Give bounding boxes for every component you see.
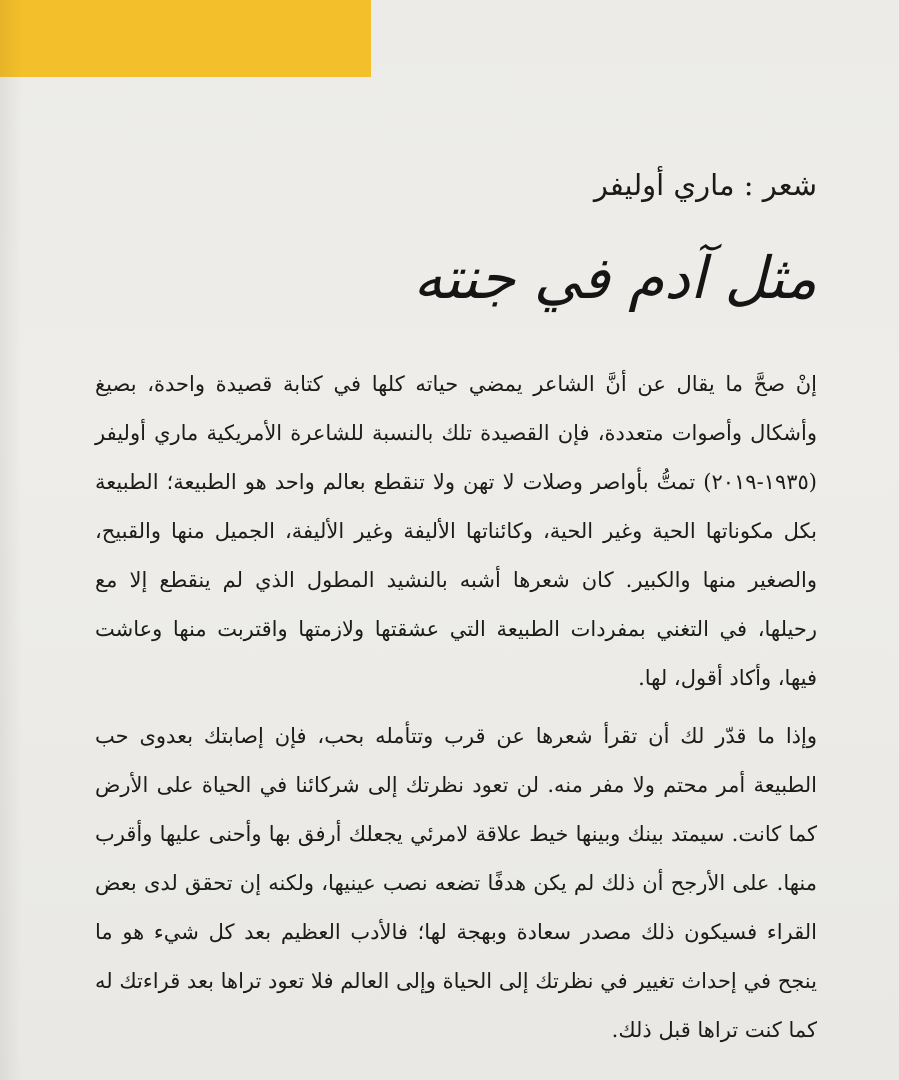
poet-byline: شعر : ماري أوليفر xyxy=(593,168,817,202)
article-title: مثل آدم في جنته xyxy=(413,244,817,312)
yellow-page-tab xyxy=(0,0,371,77)
body-paragraph-1: إنْ صحَّ ما يقال عن أنَّ الشاعر يمضي حياته كلها في كتابة قصيدة واحدة، بصيغ وأشكال وأصوات متعددة، فإن القصيدة تلك بالنسبة للشاعرة الأمريكية ماري أوليفر (١٩٣٥-٢٠١٩) تمتُّ بأواصر وصلات لا تهن ولا تنقطع بعالم واحد هو الطبيعة؛ الطبيعة بكل مكوناتها الحية وغير الحية، وكائناتها الأليفة وغير الأليفة، الجميل منها والقبيح، والصغير منها والكبير. كان شعرها أشبه بالنشيد المطول الذي لم ينقطع إلا مع رحيلها، في التغني بمفردات الطبيعة التي عشقتها ولازمتها واقتربت منها وعاشت فيها، وأكاد أقول، لها. xyxy=(95,372,817,690)
body-paragraph-2: وإذا ما قدّر لك أن تقرأ شعرها عن قرب وتتأمله بحب، فإن إصابتك بعدوى حب الطبيعة أمر محتم ولا مفر منه. لن تعود نظرتك إلى شركائنا في الحياة على الأرض كما كانت. سيمتد بينك وبينها خيط علاقة لامرئي يجعلك أرفق بها وأحنى عليها وأقرب منها. على الأرجح أن ذلك لم يكن هدفًا تضعه نصب عينيها، ولكنه إن تحقق لدى بعض القراء فسيكون ذلك مصدر سعادة وبهجة لها؛ فالأدب العظيم بعد كل شيء هو ما ينجح في إحداث تغيير في نظرتك إلى الحياة وإلى العالم فلا تعود تراها بعد قراءتك له كما كنت تراها قبل ذلك. xyxy=(95,724,817,1042)
page-edge-shadow xyxy=(0,0,22,1080)
